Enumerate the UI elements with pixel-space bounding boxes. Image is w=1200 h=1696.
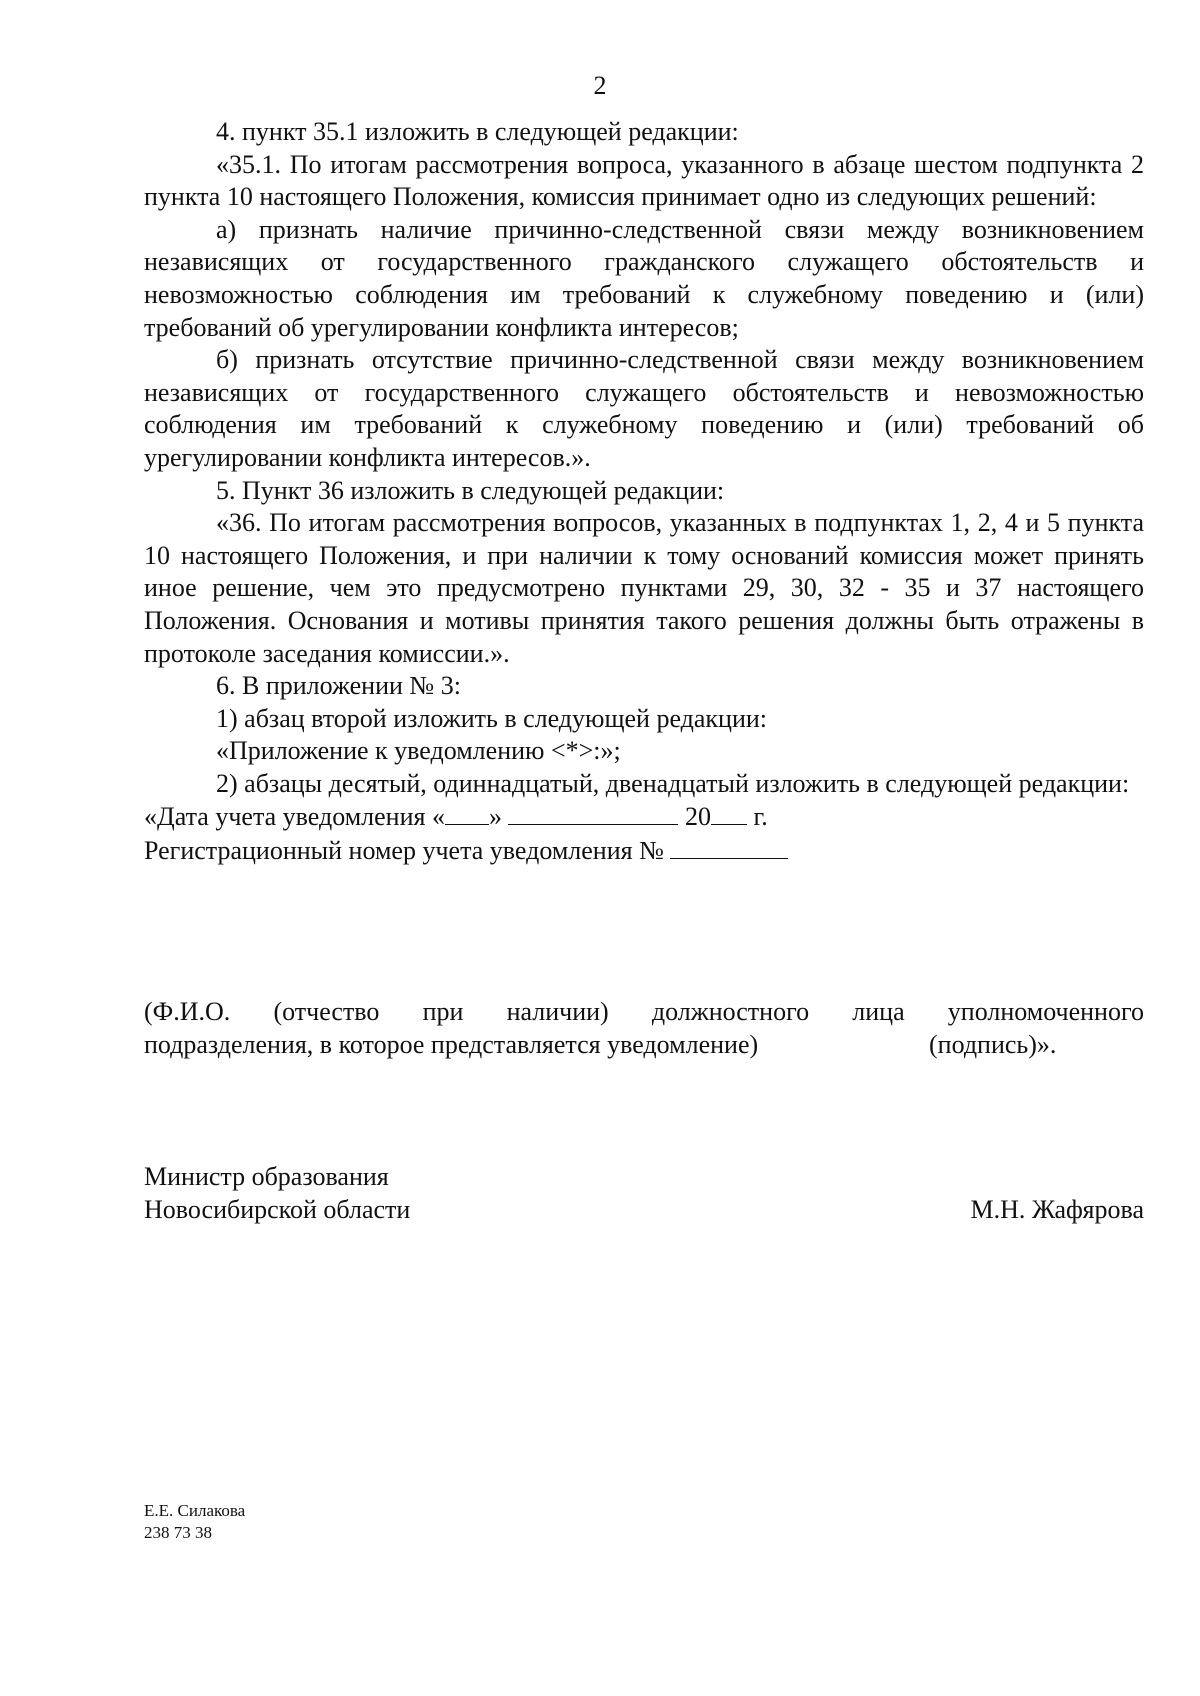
- fio-word: наличии): [506, 997, 609, 1026]
- fio-word: (отчество: [273, 997, 380, 1026]
- paragraph-item-36: «36. По итогам рассмотрения вопросов, указанных в подпунктах 1, 2, 4 и 5 пункта 10 настоящего Положения, и при наличии к тому оснований комиссия может принять иное решение, чем это предусмотрено пунктами 29, 30, 32 - 35 и 37 настоящего Положения. Основания и мотивы принятия такого решения должны быть отражены в протоколе заседания комиссии.».: [144, 508, 1144, 668]
- executor-name: Е.Е. Силакова: [144, 1501, 246, 1520]
- fio-caption-line-1: [144, 996, 1144, 1029]
- date-line-prefix: «Дата учета уведомления «: [144, 802, 445, 832]
- fio-word: лица: [852, 997, 905, 1026]
- paragraph-item-6: 6. В приложении № 3:: [216, 671, 461, 701]
- signer-row: [144, 1193, 1144, 1226]
- executor-phone: 238 73 38: [144, 1523, 212, 1542]
- paragraph-item-35-1: «35.1. По итогам рассмотрения вопроса, указанного в абзаце шестом подпункта 2 пункта 10 настоящего Положения, комиссия принимает одно из следующих решений:: [144, 149, 1144, 212]
- document-body: [144, 116, 1144, 868]
- fio-word: (Ф.И.О.: [144, 997, 231, 1026]
- paragraph-item-6-1: 1) абзац второй изложить в следующей редакции:: [216, 703, 768, 733]
- signature-block: [144, 1160, 1144, 1226]
- day-blank: [445, 800, 489, 825]
- paragraph-item-6-2: 2) абзацы десятый, одиннадцатый, двенадцатый изложить в следующей редакции:: [216, 768, 1130, 798]
- date-line: [144, 800, 1144, 834]
- paragraph-item-6-1-text: «Приложение к уведомлению <*>:»;: [216, 736, 621, 766]
- paragraph-item-a: а) признать наличие причинно-следственной связи между возникновением независящих от государственного гражданского служащего обстоятельств и невозможностью соблюдения им требований к служебному поведению и (или) требований об урегулировании конфликта интересов;: [144, 214, 1144, 342]
- signer-title-line-2: Новосибирской области: [144, 1195, 411, 1224]
- page-number: 2: [593, 71, 607, 100]
- date-line-mid: »: [488, 802, 509, 832]
- paragraph-item-5: 5. Пункт 36 изложить в следующей редакции:: [216, 475, 725, 505]
- fio-word: должностного: [651, 997, 810, 1026]
- month-blank: [508, 800, 678, 825]
- paragraph-item-b: б) признать отсутствие причинно-следственной связи между возникновением независящих от государственного служащего обстоятельств и невозможностью соблюдения им требований к служебному поведению и (или) требований об урегулировании конфликта интересов.».: [144, 345, 1144, 472]
- fio-caption: [144, 996, 1144, 1062]
- fio-word: при: [422, 997, 464, 1026]
- date-line-suffix: г.: [746, 802, 768, 832]
- registration-line: [144, 834, 1144, 868]
- signer-title-line-1: Министр образования: [144, 1162, 389, 1191]
- signature-caption: (подпись)».: [929, 1029, 1057, 1059]
- registration-line-text: Регистрационный номер учета уведомления №: [144, 836, 671, 866]
- signer-name: М.Н. Жафярова: [970, 1195, 1144, 1224]
- document-footer: [144, 1500, 245, 1544]
- registration-number-blank: [670, 834, 788, 859]
- fio-caption-line-2: [144, 1029, 1144, 1062]
- paragraph-item-4: 4. пункт 35.1 изложить в следующей редакции:: [216, 117, 739, 146]
- fio-word: уполномоченного: [947, 997, 1144, 1026]
- fio-caption-left: подразделения, в которое представляется уведомление): [144, 1029, 759, 1059]
- date-line-year: 20: [678, 802, 711, 832]
- year-blank: [711, 800, 747, 825]
